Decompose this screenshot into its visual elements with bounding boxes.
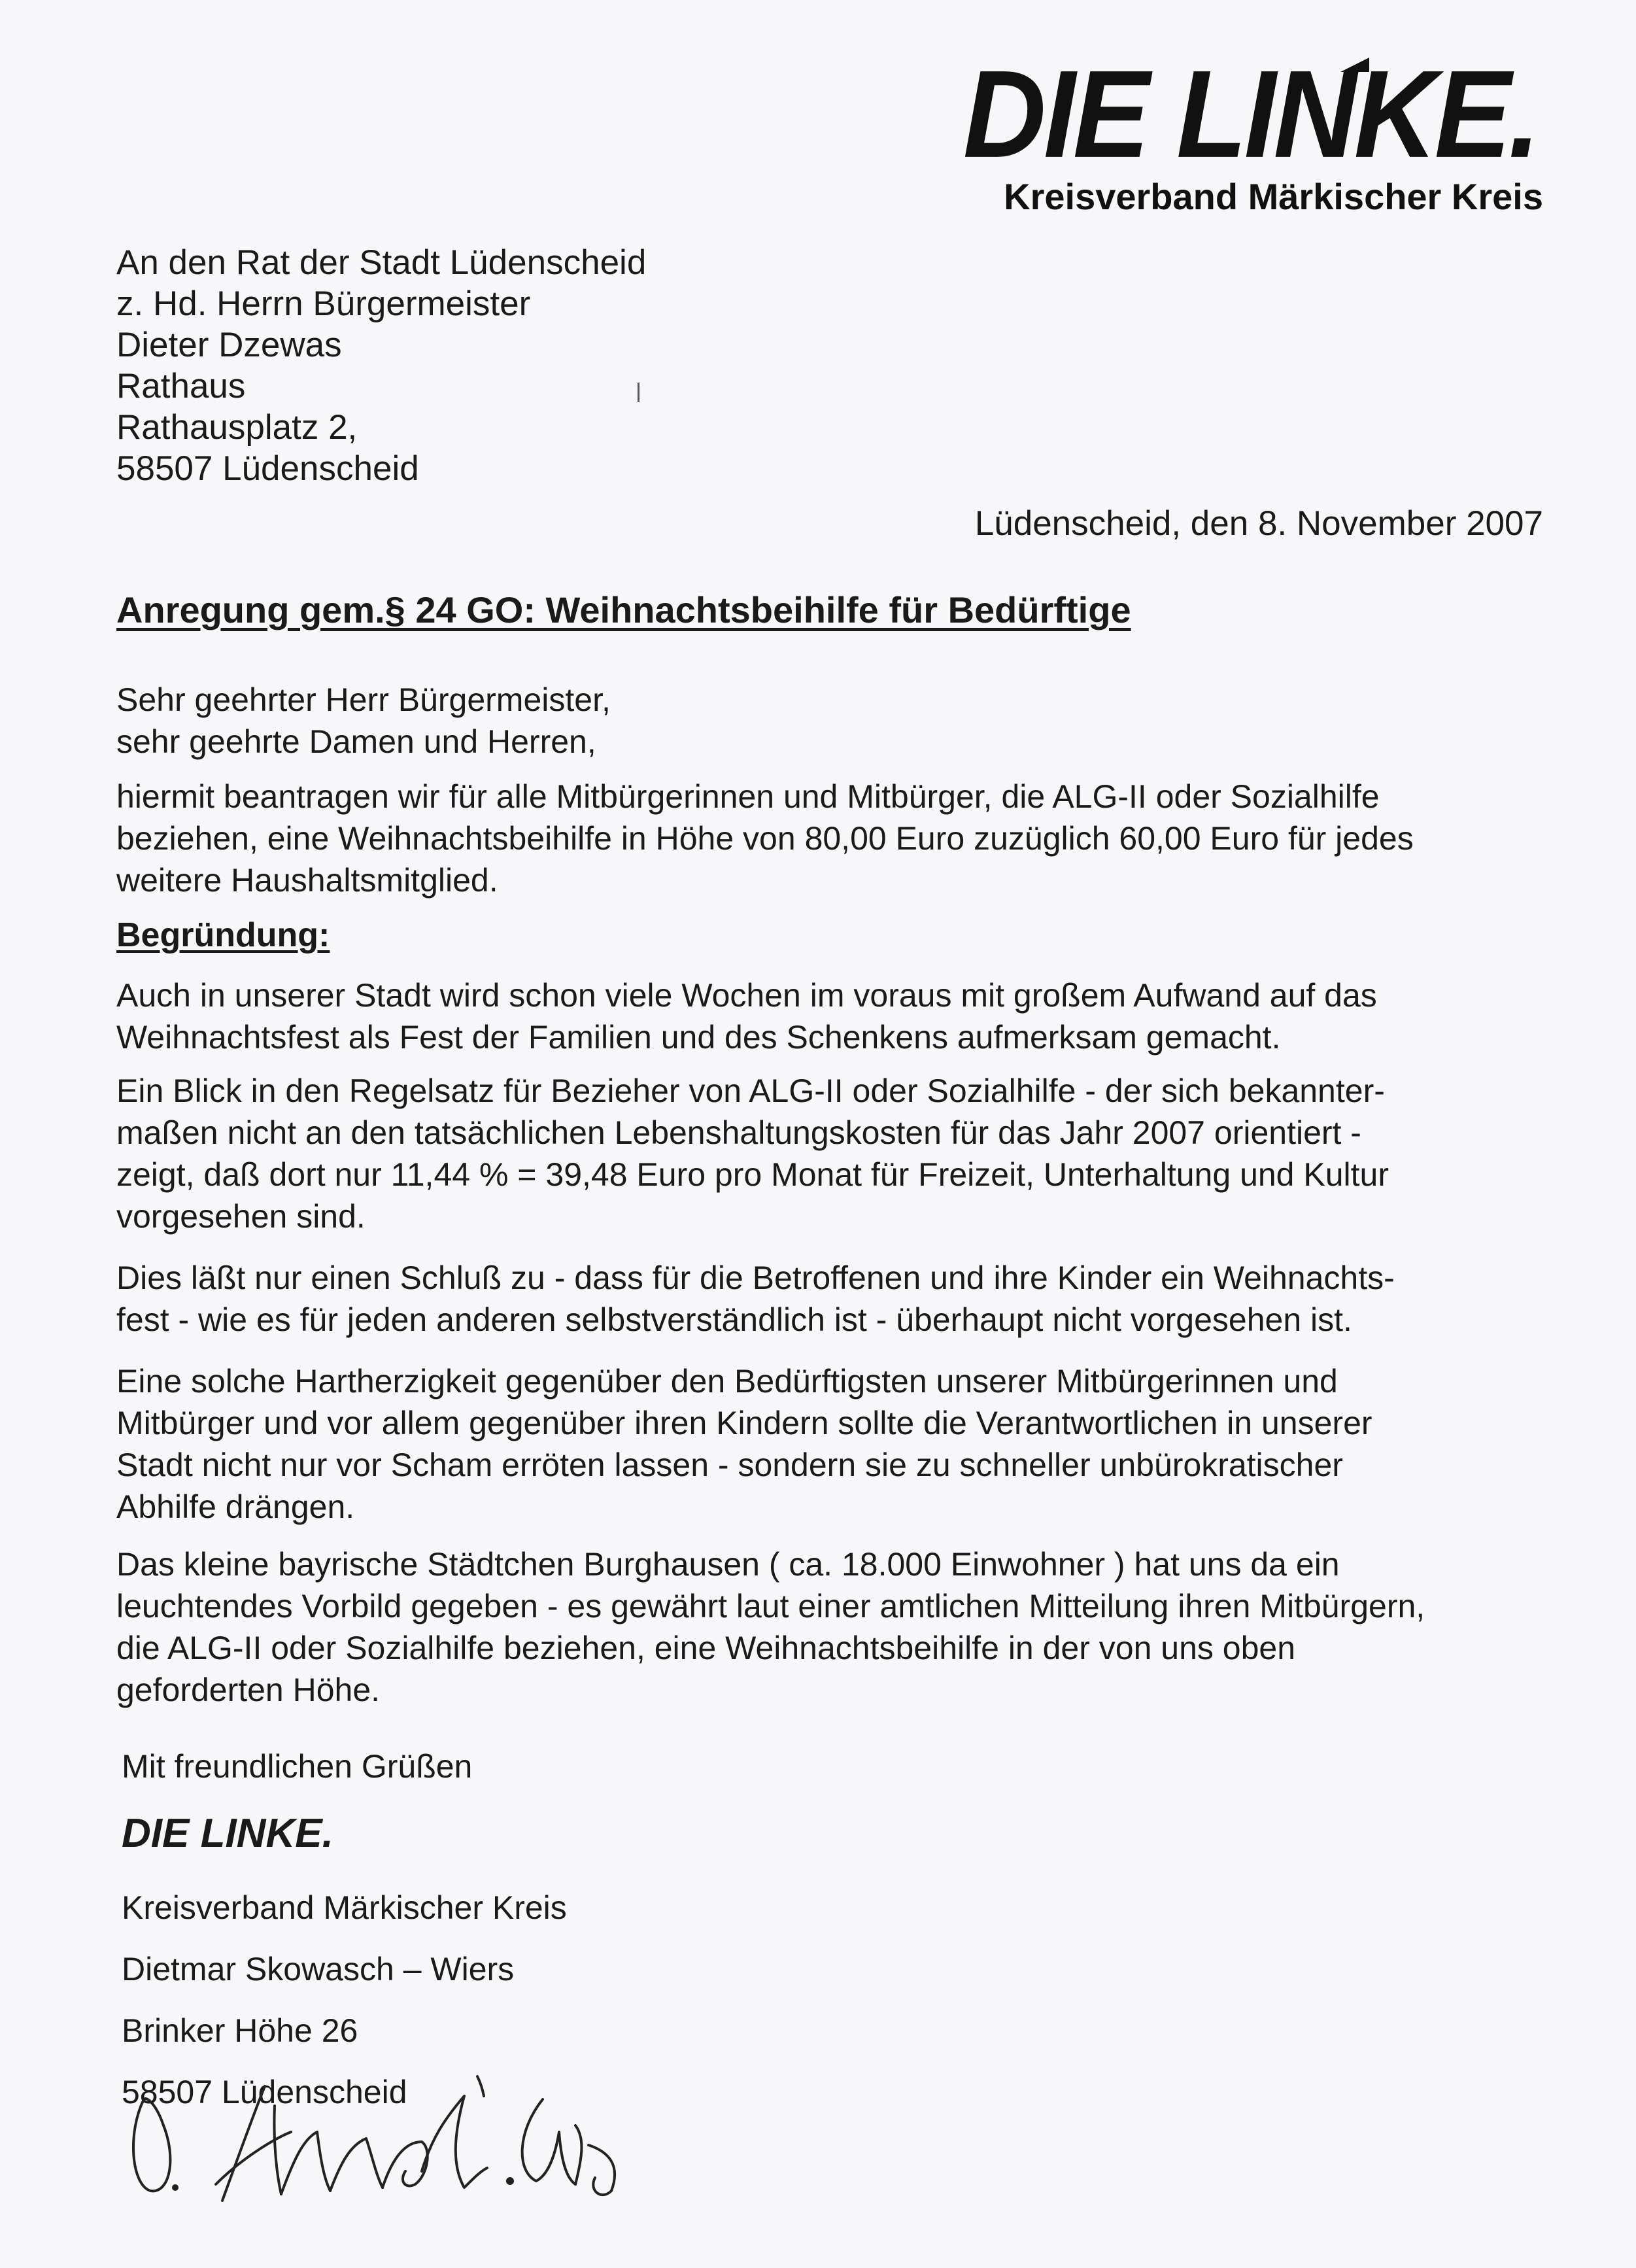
text-line: geforderten Höhe. <box>116 1672 381 1708</box>
address-line: An den Rat der Stadt Lüdenscheid <box>116 243 647 282</box>
text-line: fest - wie es für jeden anderen selbstverständlich ist - überhaupt nicht vorgesehen ist. <box>116 1301 1352 1338</box>
text-line: Das kleine bayrische Städtchen Burghausen ( ca. 18.000 Einwohner ) hat uns da ein <box>116 1546 1340 1583</box>
text-line: Eine solche Hartherzigkeit gegenüber den Bedürftigsten unserer Mitbürgerinnen und <box>116 1363 1338 1400</box>
address-line: Rathaus <box>116 367 246 405</box>
party-logo: DIE LINKE. <box>963 45 1538 184</box>
text-line: Abhilfe drängen. <box>116 1488 355 1525</box>
address-line: z. Hd. Herrn Bürgermeister <box>116 284 531 323</box>
body-paragraph <box>116 1257 1542 1341</box>
recipient-address <box>116 242 646 489</box>
text-line: Mitbürger und vor allem gegenüber ihren Kindern sollte die Verantwortlichen in unserer <box>116 1405 1372 1441</box>
body-paragraph <box>116 1070 1542 1237</box>
text-line: Auch in unserer Stadt wird schon viele Wochen im voraus mit großem Aufwand auf das <box>116 977 1377 1014</box>
reasoning-heading: Begründung: <box>116 916 330 954</box>
address-line: Dieter Dzewas <box>116 326 342 364</box>
salutation-line: sehr geehrte Damen und Herren, <box>116 723 596 760</box>
text-line: maßen nicht an den tatsächlichen Lebenshaltungskosten für das Jahr 2007 orientiert - <box>116 1114 1361 1151</box>
request-paragraph <box>116 776 1542 901</box>
letterhead-organization: Kreisverband Märkischer Kreis <box>1004 176 1543 217</box>
body-paragraph <box>116 974 1542 1058</box>
text-line: hiermit beantragen wir für alle Mitbürgerinnen und Mitbürger, die ALG-II oder Sozialhilfe <box>116 778 1380 815</box>
text-line: leuchtendes Vorbild gegeben - es gewährt laut einer amtlichen Mitteilung ihren Mitbürgern, <box>116 1588 1425 1624</box>
sender-party: DIE LINKE. <box>122 1811 333 1856</box>
closing-phrase: Mit freundlichen Grüßen <box>122 1748 473 1785</box>
address-line: 58507 Lüdenscheid <box>116 449 419 488</box>
body-paragraph <box>116 1360 1542 1528</box>
letter-date: Lüdenscheid, den 8. November 2007 <box>974 504 1543 543</box>
sender-line: Brinker Höhe 26 <box>122 2012 358 2049</box>
address-line: Rathausplatz 2, <box>116 408 358 447</box>
salutation-line: Sehr geehrter Herr Bürgermeister, <box>116 681 611 718</box>
text-line: Ein Blick in den Regelsatz für Bezieher von ALG-II oder Sozialhilfe - der sich bekannter- <box>116 1073 1385 1109</box>
handwritten-signature <box>124 2060 647 2210</box>
scan-mark <box>638 383 639 402</box>
text-line: die ALG-II oder Sozialhilfe beziehen, eine Weihnachtsbeihilfe in der von uns oben <box>116 1630 1296 1666</box>
text-line: Dies läßt nur einen Schluß zu - dass für die Betroffenen und ihre Kinder ein Weihnachts- <box>116 1260 1395 1296</box>
text-line: weitere Haushaltsmitglied. <box>116 862 498 899</box>
subject-line: Anregung gem.§ 24 GO: Weihnachtsbeihilfe für Bedürftige <box>116 589 1131 630</box>
body-paragraph <box>116 1543 1542 1711</box>
text-line: beziehen, eine Weihnachtsbeihilfe in Höhe von 80,00 Euro zuzüglich 60,00 Euro für jedes <box>116 820 1414 857</box>
text-line: zeigt, daß dort nur 11,44 % = 39,48 Euro pro Monat für Freizeit, Unterhaltung und Kultur <box>116 1156 1389 1193</box>
text-line: vorgesehen sind. <box>116 1198 366 1235</box>
sender-line: 58507 Lüdenscheid <box>122 2074 407 2110</box>
text-line: Weihnachtsfest als Fest der Familien und des Schenkens aufmerksam gemacht. <box>116 1019 1281 1056</box>
text-line: Stadt nicht nur vor Scham erröten lassen - sondern sie zu schneller unbürokratischer <box>116 1447 1343 1483</box>
sender-line: Kreisverband Märkischer Kreis <box>122 1889 567 1926</box>
sender-line: Dietmar Skowasch – Wiers <box>122 1951 515 1987</box>
salutation <box>116 679 1542 763</box>
